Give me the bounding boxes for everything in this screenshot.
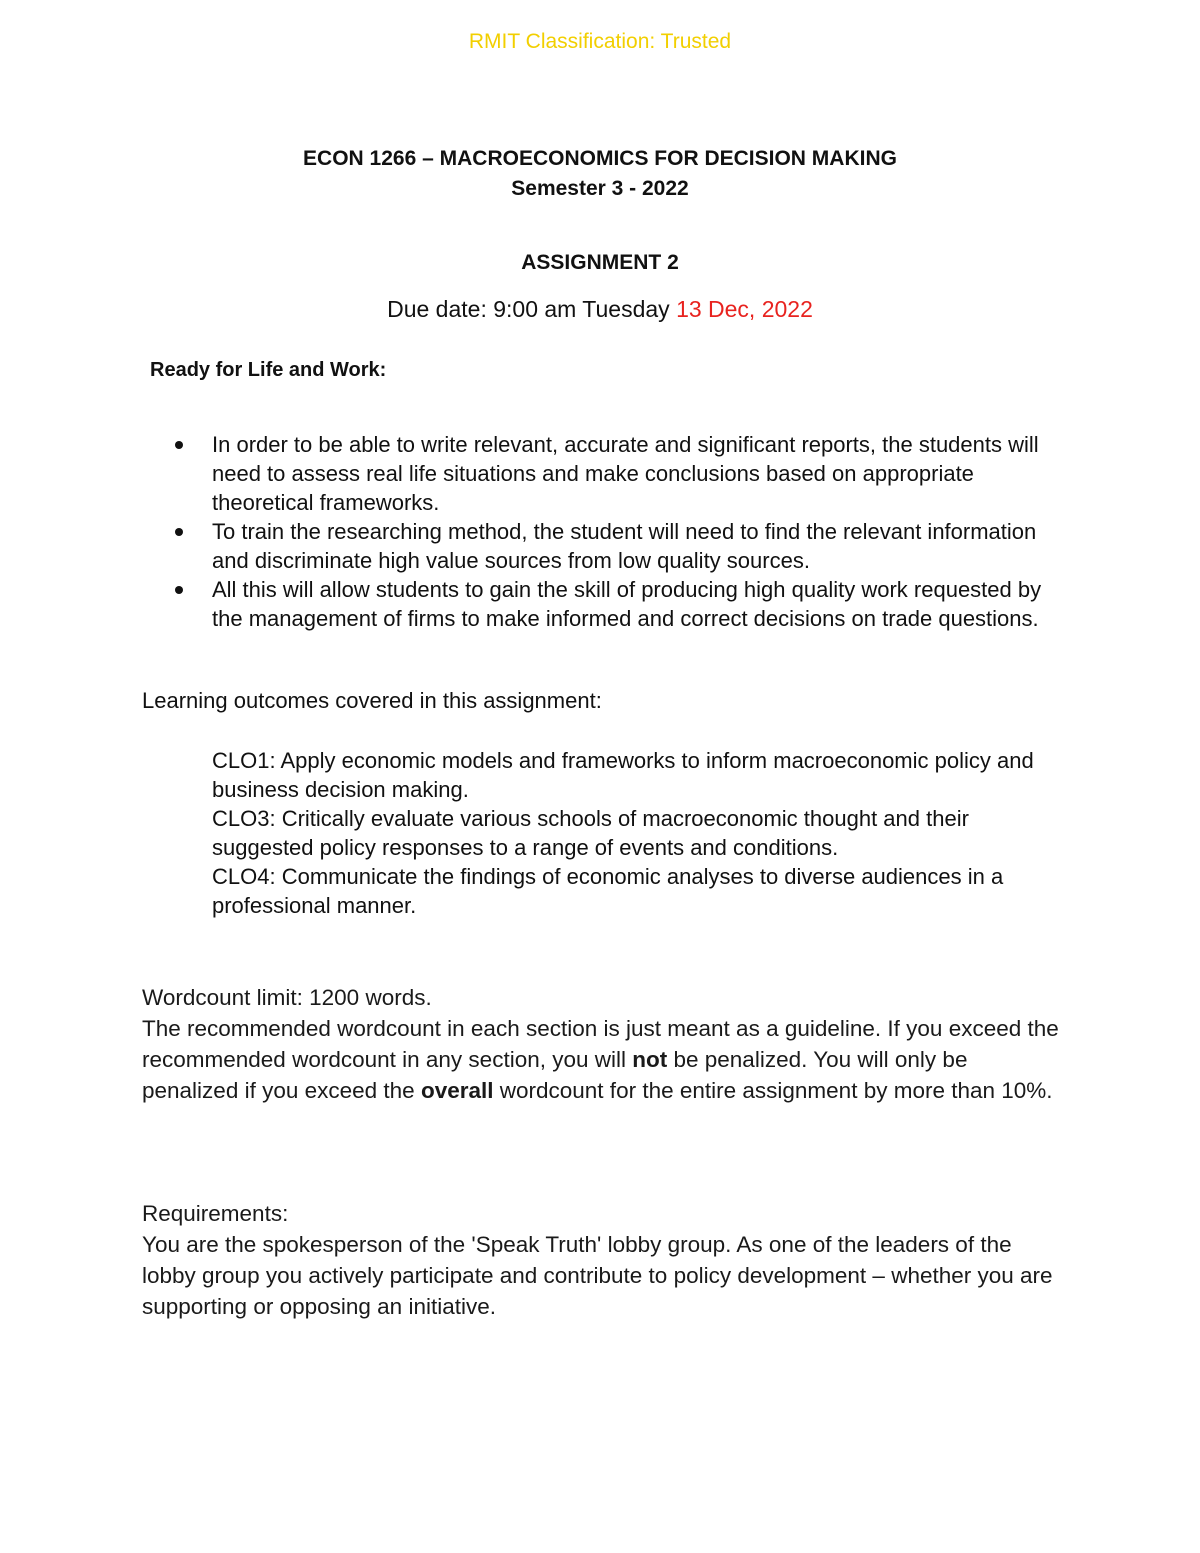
list-item [170, 430, 1070, 517]
wordcount-emphasis: overall [420, 1078, 494, 1103]
requirements-section [142, 1198, 1062, 1322]
bullet-icon [175, 528, 183, 536]
ready-heading: Ready for Life and Work: [150, 359, 387, 381]
due-date-line [0, 296, 1200, 323]
list-item-text: In order to be able to write relevant, accurate and significant reports, the students will need to assess real life situations and make conclusions based on appropriate theoretical frameworks. [212, 432, 1039, 515]
outcome-item: CLO3: Critically evaluate various schools of macroeconomic thought and their suggested policy responses to a range of events and conditions. [212, 806, 969, 860]
semester-label: Semester 3 - 2022 [511, 177, 689, 200]
ready-bullet-list [170, 430, 1070, 633]
requirements-text: You are the spokesperson of the 'Speak Truth' lobby group. As one of the leaders of the lobby group you actively participate and contribute to policy development – whether you are supporting or opposing an initiative. [142, 1232, 1053, 1319]
wordcount-text: wordcount for the entire assignment by more than 10%. [493, 1078, 1053, 1103]
outcome-item: CLO4: Communicate the findings of economic analyses to diverse audiences in a professional manner. [212, 864, 1004, 918]
wordcount-section [142, 982, 1062, 1106]
assignment-title: ASSIGNMENT 2 [521, 251, 679, 274]
course-title: ECON 1266 – MACROECONOMICS FOR DECISION MAKING [303, 147, 897, 170]
bullet-icon [175, 586, 183, 594]
list-item-text: To train the researching method, the student will need to find the relevant information and discriminate high value sources from low quality sources. [212, 519, 1037, 573]
wordcount-text: be penalized. You will only be penalized if you exceed the [142, 1047, 968, 1103]
list-item-text: All this will allow students to gain the skill of producing high quality work requested by the management of firms to make informed and correct decisions on trade questions. [212, 577, 1042, 631]
due-date-prefix: Due date: 9:00 am Tuesday [387, 296, 677, 322]
wordcount-text: The recommended wordcount in each section is just meant as a guideline. If you exceed the recommended wordcount in any section, you will [142, 1016, 1059, 1072]
bullet-icon [175, 441, 183, 449]
wordcount-guideline [142, 1013, 1062, 1106]
outcomes-list [212, 746, 1072, 920]
list-item [170, 575, 1070, 633]
list-item [170, 517, 1070, 575]
outcome-item: CLO1: Apply economic models and frameworks to inform macroeconomic policy and business decision making. [212, 748, 1034, 802]
wordcount-emphasis: not [632, 1047, 668, 1072]
due-date-value: 13 Dec, 2022 [676, 296, 813, 322]
requirements-heading: Requirements: [142, 1201, 289, 1226]
outcomes-heading: Learning outcomes covered in this assignment: [142, 688, 602, 713]
classification-label: RMIT Classification: Trusted [468, 30, 732, 53]
wordcount-limit: Wordcount limit: 1200 words. [142, 985, 432, 1010]
